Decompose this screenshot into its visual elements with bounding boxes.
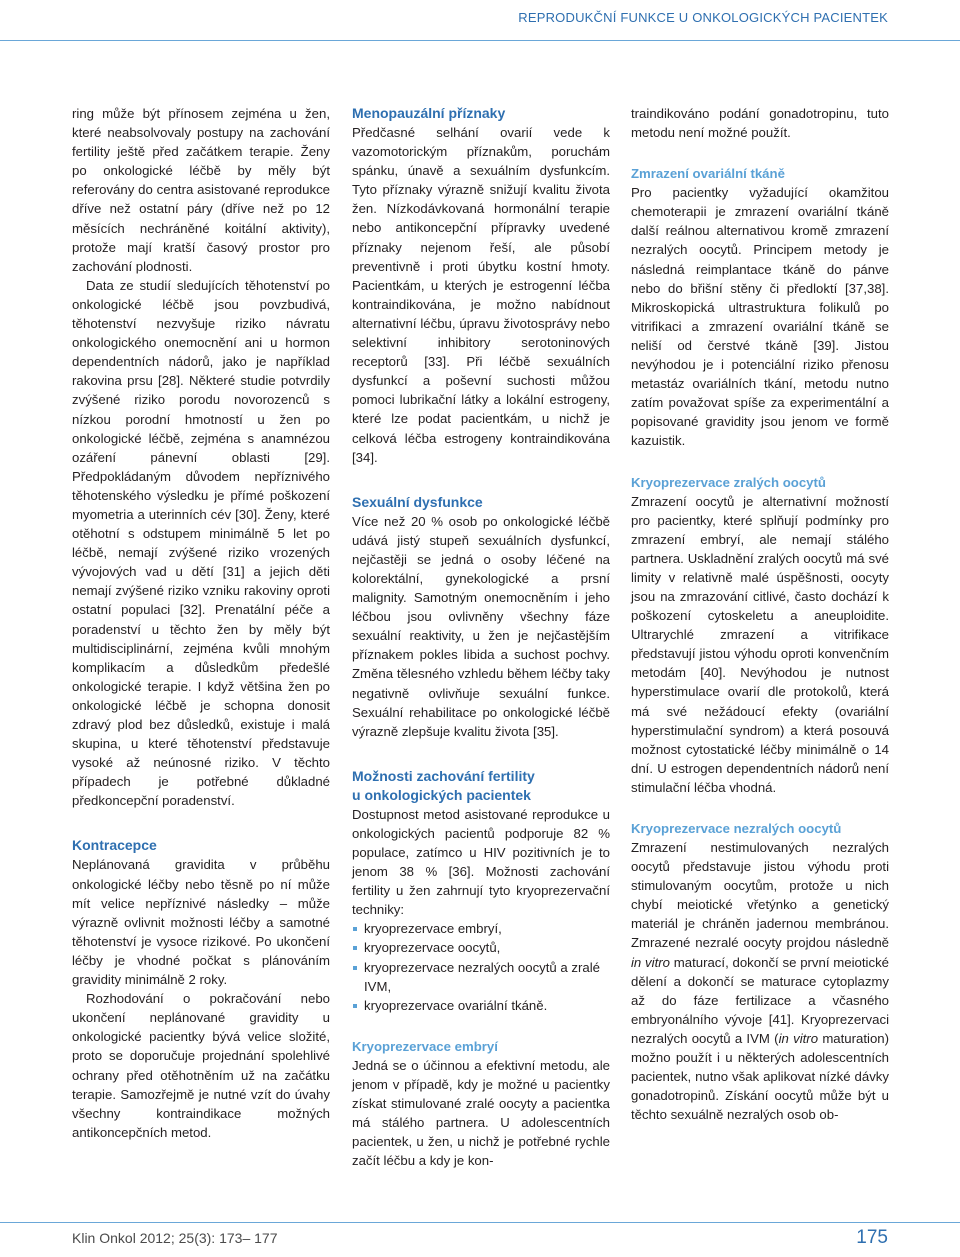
column-3	[631, 104, 889, 1124]
heading-sexualni-dysfunkce: Sexuální dysfunkce	[352, 493, 483, 510]
running-title: REPRODUKČNÍ FUNKCE U ONKOLOGICKÝCH PACIENTEK	[518, 10, 888, 25]
paragraph	[631, 838, 889, 1124]
page-number: 175	[856, 1227, 888, 1248]
text-run: maturací, dokončí se první meiotické dělení a dokončí se maturace cytoplazmy až do fáze fertilizace a včasného embryonálního vývoje [41]. Kryoprezervaci nezralých oocytů a IVM	[631, 954, 889, 1046]
column-1	[72, 104, 330, 1142]
italic-term: in vitro	[631, 954, 670, 970]
list-item: kryoprezervace nezralých oocytů a zralé IVM,	[352, 958, 610, 996]
paragraph: Předčasné selhání ovarií vede k vazomotorickým příznakům, poruchám spánku, únavě a sexuálním dysfunkcím. Tyto příznaky výrazně snižují kvalitu života žen. Nízkodávkovaná hormonální terapie nebo antikoncepční přípravky uvedené příznaky nejenom řeší, ale působí preventivně i proti úbytku kostní hmoty. Pacientkám, u kterých je estrogenní léčba kontraindikována, je možno nabídnout alternativní léčbu, úpravu životosprávy nebo selektivní inhibitory serotoninových receptorů [33]. Při léčbě sexuálních dysfunkcí a poševní suchosti můžou pomoci lubrikační látky a lokální estrogeny, které lze podat pacientkám, u nichž je celková léčba estrogeny kontraindikována [34].	[352, 125, 610, 465]
text-run: (	[774, 1030, 779, 1046]
heading-kryoprezervace-embryi: Kryoprezervace embryí	[352, 1038, 498, 1054]
paragraph: traindikováno podání gonadotropinu, tuto metodu není možné použít.	[631, 106, 889, 141]
text-run: maturation) možno použít i u některých adolescentních pacientek, nutno však aplikovat nízké dávky gonadotropinů. Získání oocytů může být u těchto sexuálně nezralých osob ob-	[631, 1030, 890, 1123]
heading-menopauzalni-priznaky: Menopauzální příznaky	[352, 105, 506, 121]
heading-moznosti-fertility	[352, 767, 610, 805]
heading-kryoprezervace-nezralych: Kryoprezervace nezralých oocytů	[631, 821, 842, 836]
paragraph: Zmrazení oocytů je alternativní možností pro pacientky, které splňují podmínky pro zmrazení embryí, ale nemají stálého partnera. Uskladnění zralých oocytů má své limity v relativně malé úspěšnosti, oocyty jsou na zmrazování citlivé, často dochází k poškození cytoskeletu a aneuploidite. Ultrarychlé zmrazení a vitrifikace představují jistou výhodu oproti konvenčním metodám [40]. Nevýhodou je nutnost hyperstimulace ovarií dle protokolů, která má své nežádoucí efekty (ovariální hyperstimulační syndrom) a která posouvá možnost cytostatické léčby minimálně o 14 dní. U estrogen dependentních nádorů není stimulační léčba vhodná.	[631, 493, 889, 795]
paragraph: Dostupnost metod asistované reprodukce u onkologických pacientů podporuje 82 % populace, zatímco u HIV pozitivních je to jenom 38 % [36]. Možnosti zachování fertility u žen zahrnují tyto kryoprezervační techniky:	[352, 806, 610, 918]
heading-zmrazeni-ovarialni-tkane: Zmrazení ovariální tkáně	[631, 166, 785, 182]
heading-line: u onkologických pacientek	[352, 786, 531, 803]
list-item: kryoprezervace ovariální tkáně.	[352, 996, 610, 1015]
list-item: kryoprezervace oocytů,	[352, 938, 610, 957]
paragraph: Jedná se o účinnou a efektivní metodu, ale jenom v případě, kdy je možné u pacientky získat stimulované zralé oocyty a pacientka má stálého partnera. U adolescentních pacientek, u žen, u nichž je potřebné rychle začít léčbu a kdy je kon-	[352, 1057, 610, 1169]
italic-term: in vitro	[778, 1030, 819, 1046]
header-rule	[0, 40, 960, 41]
journal-citation: Klin Onkol 2012; 25(3): 173– 177	[72, 1230, 278, 1246]
paragraph: Neplánovaná gravidita v průběhu onkologické léčby nebo těsně po ní může mít velice nepříznivé následky – může výrazně ovlivnit možnosti léčby a samotné těhotenství je vysoce rizikové. Po ukončení léčby je vhodné počkat s plánováním gravidity minimálně 2 roky.	[72, 857, 330, 988]
heading-kryoprezervace-zralych: Kryoprezervace zralých oocytů	[631, 474, 826, 490]
paragraph: Více než 20 % osob po onkologické léčbě udává jistý stupeň sexuálních dysfunkcí, nejčastěji se jedná o osoby léčené na kolorektální, gynekologické a prsní malignity. Samotným onemocněním i jeho léčbou jsou ovlivněny všechny fáze sexuální reaktivity, u žen je nejčastějším příznakem pokles libida a suchost pochvy. Změna tělesného vzhledu během léčby taky negativně ovlivňuje sexuální funkce. Sexuální rehabilitace po onkologické léčbě výrazně zlepšuje kvalitu života [35].	[352, 513, 610, 739]
paragraph: ring může být přínosem zejména u žen, které neabsolvovaly postupy na zachování fertility ještě před začátkem terapie. Ženy po onkologické léčbě by měly být referovány do centra asistované reprodukce dříve než ostatní páry (dříve než po 12 měsících nechráněné koitální aktivity), protože mají kratší časový prostor pro zachování plodnosti.	[72, 106, 330, 274]
column-2	[352, 104, 610, 1170]
technique-list	[352, 919, 610, 1014]
paragraph: Data ze studií sledujících těhotenství po onkologické léčbě jsou povzbudivá, těhotenství nezvyšuje riziko návratu onkologického onemocnění ani u hormon dependentních nádorů, jako je například rakovina prsu [28]. Některé studie potvrdily zvýšené riziko porodu novorozenců s nízkou porodní hmotností u žen po onkologické léčbě, zejména s anamnézou ozáření pánevní oblasti [29]. Předpokládaným důvodem nepříznivého těhotenského výsledku je přímé poškození myometria a uterinních cév [30]. Ženy, které otěhotní s odstupem minimálně 5 let po léčbě, nemají zvýšené riziko vrozených vývojových vad u dětí [31] a jejich děti nemají zvýšené riziko vzniku rakoviny oproti ostatní populaci [32]. Prenatální péče a poradenství u těchto žen by měly být multidisciplinární, zejména kvůli mnohým komplikacím a důsledkům předešlé onkologické terapie. I když většina žen po onkologické léčbě je schopna donosit zdravý plod bez důsledků, existuje i malá skupina, u které těhotenství představuje vysoké až neúnosné riziko. V těchto případech je potřebné důkladné předkoncepční poradenství.	[72, 277, 330, 809]
paragraph: Rozhodování o pokračování nebo ukončení neplánované gravidity u onkologické pacientky bývá velice složité, proto se doporučuje projednání spolehlivé ochrany před otěhotněním už na začátku terapie. Samozřejmě je nutné vzít do úvahy všechny kontraindikace možných antikoncepčních metod.	[72, 991, 330, 1140]
footer-rule	[0, 1222, 960, 1223]
heading-line: Možnosti zachování fertility	[352, 767, 535, 784]
text-run: Zmrazení nestimulovaných nezralých oocytů představuje jistou výhodu proti stimulovaným oocytům, protože u nich chybí meiotické vřetýnko a genetický materiál je chráněn jadernou membránou. Zmrazené nezralé oocyty projdou následně	[631, 840, 889, 951]
list-item: kryoprezervace embryí,	[352, 919, 610, 938]
paragraph: Pro pacientky vyžadující okamžitou chemoterapii je zmrazení ovariální tkáně další reálnou alternativou kromě zmrazení nezralých oocytů. Principem metody je následná reimplantace tkáně do pánve nebo do břišní stěny či předloktí [37,38]. Mikroskopická ultrastruktura folikulů po vitrifikaci a zmrazení ovariální tkáně se neliší od čerstvé tkáně [39]. Jistou nevýhodou je i potenciální riziko přenosu metastáz ovariálních tkání, metodu nutno zatím považovat spíše za experimentální a popisované gravidity jsou jenom ve formě kazuistik.	[631, 185, 889, 449]
heading-kontracepce: Kontracepce	[72, 837, 157, 854]
